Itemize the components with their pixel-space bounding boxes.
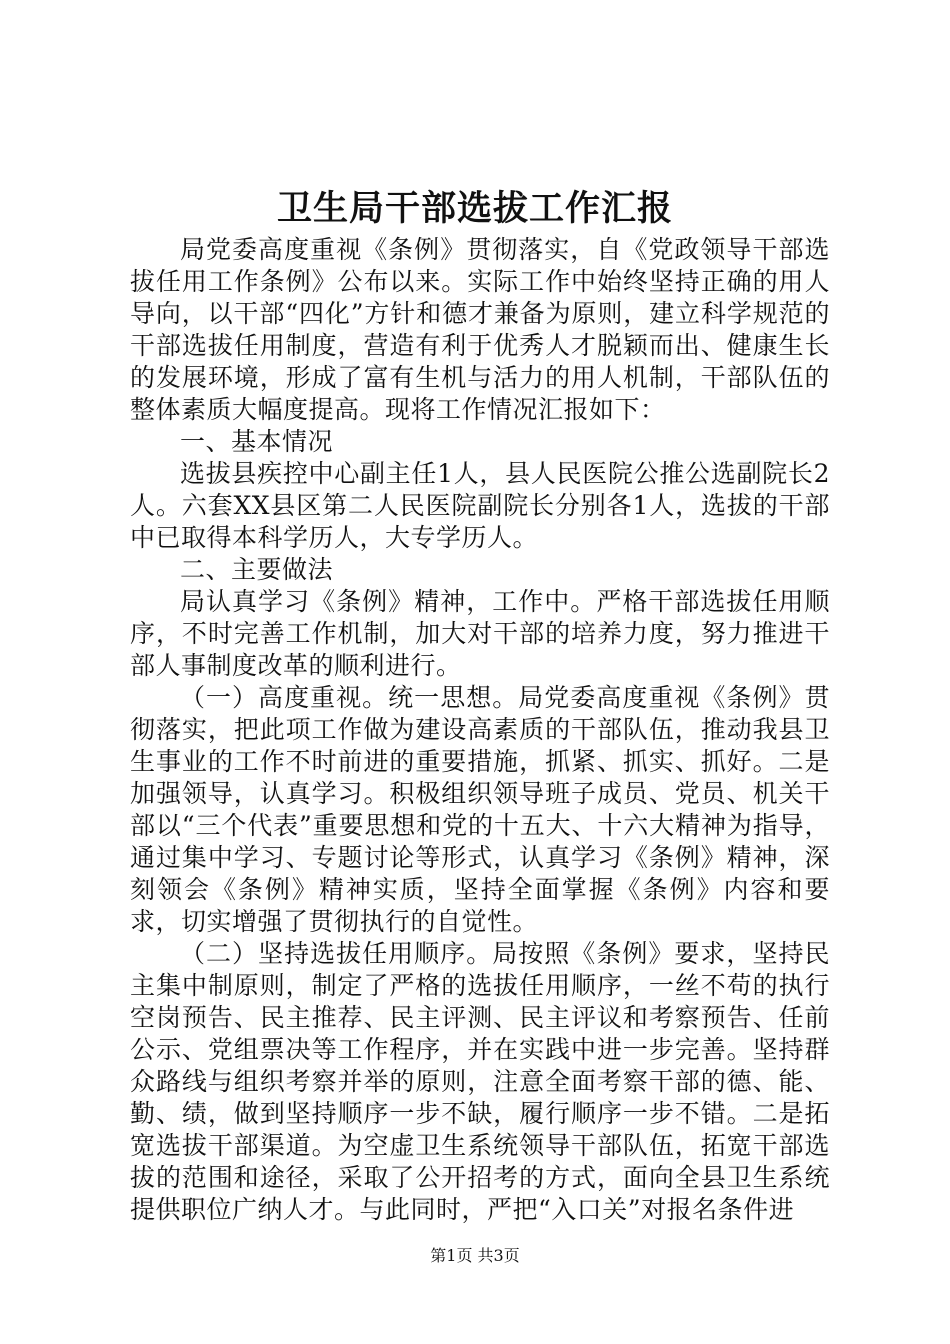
paragraph-item-1: （一）高度重视。统一思想。局党委高度重视《条例》贯彻落实，把此项工作做为建设高素质的干部队伍，推动我县卫生事业的工作不时前进的重要措施，抓紧、抓实、抓好。二是加强领导，认真学习。积极组织领导班子成员、党员、机关干部以“三个代表”重要思想和党的十五大、十六大精神为指导，通过集中学习、专题讨论等形式，认真学习《条例》精神，深刻领会《条例》精神实质，坚持全面掌握《条例》内容和要求，切实增强了贯彻执行的自觉性。 (130, 683, 830, 936)
section-heading-basic: 一、基本情况 (180, 427, 334, 456)
paragraph-basic-info: 选拔县疾控中心副主任1人，县人民医院公推公选副院长2人。六套XX县区第二人民医院副院长分别各1人，选拔的干部中已取得本科学历人，大专学历人。 (130, 459, 830, 552)
paragraph-intro: 局党委高度重视《条例》贯彻落实，自《党政领导干部选拔任用工作条例》公布以来。实际工作中始终坚持正确的用人导向，以干部“四化”方针和德才兼备为原则，建立科学规范的干部选拔任用制度，营造有利于优秀人才脱颖而出、健康生长的发展环境，形成了富有生机与活力的用人机制，干部队伍的整体素质大幅度提高。现将工作情况汇报如下： (130, 235, 830, 424)
page-title: 卫生局干部选拔工作汇报 (276, 188, 673, 229)
paragraph-item-2: （二）坚持选拔任用顺序。局按照《条例》要求，坚持民主集中制原则，制定了严格的选拔任用顺序，一丝不苟的执行空岗预告、民主推荐、民主评测、民主评议和考察预告、任前公示、党组票决等工作程序，并在实践中进一步完善。坚持群众路线与组织考察并举的原则，注意全面考察干部的德、能、勤、绩，做到坚持顺序一步不缺，履行顺序一步不错。二是拓宽选拔干部渠道。为空虚卫生系统领导干部队伍，拓宽干部选拔的范围和途径，采取了公开招考的方式，面向全县卫生系统提供职位广纳人才。与此同时，严把“入口关”对报名条件进 (130, 939, 830, 1224)
section-heading-methods: 二、主要做法 (180, 555, 334, 584)
document-body (130, 234, 830, 1226)
paragraph-methods: 局认真学习《条例》精神，工作中。严格干部选拔任用顺序，不时完善工作机制，加大对干部的培养力度，努力推进干部人事制度改革的顺利进行。 (130, 587, 830, 680)
page-number: 第1页 共3页 (430, 1246, 520, 1265)
